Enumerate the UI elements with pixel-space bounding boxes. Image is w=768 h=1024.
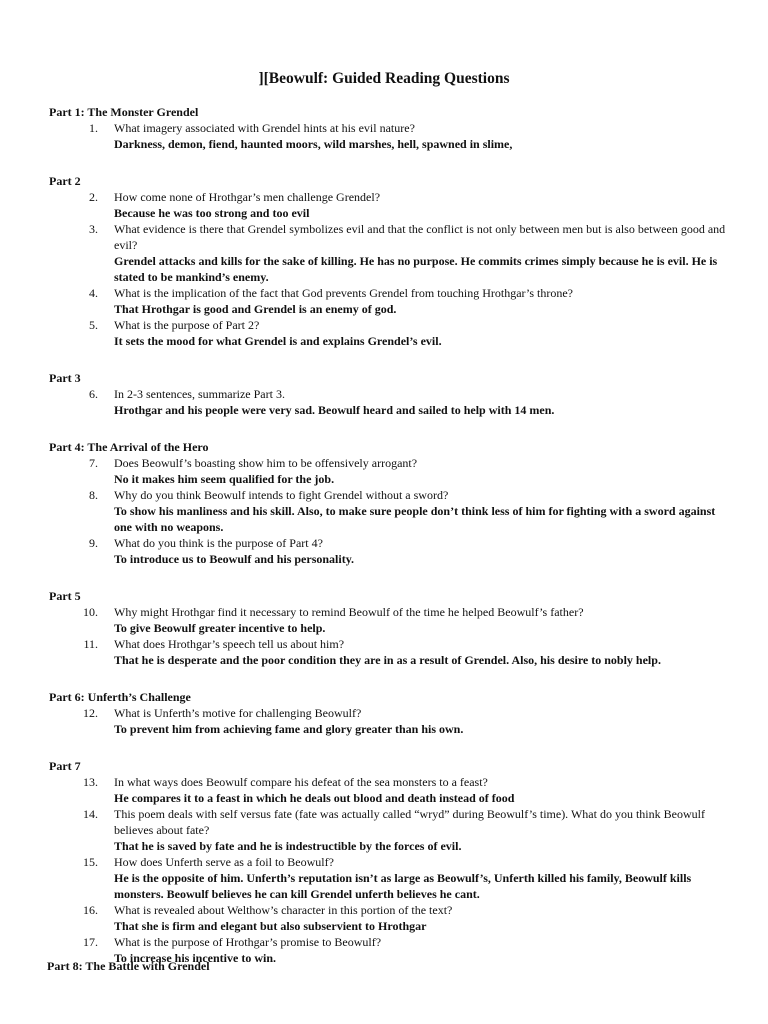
part-heading-8: Part 8: The Battle with Grendel [47, 959, 210, 973]
question-text: What is Unferth’s motive for challenging Beowulf? [114, 706, 362, 720]
question-number: 16. [83, 903, 98, 917]
question-number: 8. [89, 488, 98, 502]
question-text: In 2-3 sentences, summarize Part 3. [114, 387, 285, 401]
question-item [49, 386, 729, 418]
question-number: 1. [89, 121, 98, 135]
part-section [49, 758, 729, 966]
question-text: What is the implication of the fact that God prevents Grendel from touching Hrothgar’s throne? [114, 286, 573, 300]
answer-text: That Hrothgar is good and Grendel is an enemy of god. [114, 302, 397, 316]
part-heading: Part 6: Unferth’s Challenge [49, 690, 191, 704]
question-text: How does Unferth serve as a foil to Beowulf? [114, 855, 334, 869]
answer-text: Because he was too strong and too evil [114, 206, 310, 220]
question-item [49, 636, 729, 668]
document-title: ][Beowulf: Guided Reading Questions [258, 70, 510, 87]
question-item [49, 120, 729, 152]
answer-text: He is the opposite of him. Unferth’s reputation isn’t as large as Beowulf’s, Unferth killed his family, Beowulf kills monsters. Beowulf believes he can kill Grendel unferth believes he cant. [114, 871, 692, 901]
question-item [49, 487, 729, 535]
question-text: What is the purpose of Part 2? [114, 318, 260, 332]
question-item [49, 854, 729, 902]
part-heading: Part 5 [49, 589, 81, 603]
part-section [49, 370, 729, 418]
question-number: 7. [89, 456, 98, 470]
question-item [49, 455, 729, 487]
question-number: 10. [83, 605, 98, 619]
question-number: 6. [89, 387, 98, 401]
part-heading: Part 7 [49, 759, 81, 773]
answer-text: No it makes him seem qualified for the job. [114, 472, 335, 486]
question-number: 9. [89, 536, 98, 550]
question-item [49, 705, 729, 737]
part-section [49, 439, 729, 567]
question-text: What is the purpose of Hrothgar’s promise to Beowulf? [114, 935, 382, 949]
question-number: 2. [89, 190, 98, 204]
answer-text: That he is saved by fate and he is indestructible by the forces of evil. [114, 839, 462, 853]
question-item [49, 902, 729, 934]
question-item [49, 774, 729, 806]
question-text: What is revealed about Welthow’s character in this portion of the text? [114, 903, 453, 917]
question-text: Why might Hrothgar find it necessary to remind Beowulf of the time he helped Beowulf’s father? [114, 605, 584, 619]
question-number: 11. [83, 637, 98, 651]
question-text: What evidence is there that Grendel symbolizes evil and that the conflict is not only between men but is also between good and evil? [114, 222, 726, 252]
question-item [49, 535, 729, 567]
question-number: 5. [89, 318, 98, 332]
question-number: 14. [83, 807, 98, 821]
answer-text: To show his manliness and his skill. Also, to make sure people don’t think less of him for fighting with a sword against one with no weapons. [114, 504, 716, 534]
question-number: 4. [89, 286, 98, 300]
question-item [49, 317, 729, 349]
question-number: 12. [83, 706, 98, 720]
question-text: Does Beowulf’s boasting show him to be offensively arrogant? [114, 456, 418, 470]
question-text: What do you think is the purpose of Part 4? [114, 536, 323, 550]
answer-text: It sets the mood for what Grendel is and explains Grendel’s evil. [114, 334, 442, 348]
part-heading: Part 4: The Arrival of the Hero [49, 440, 209, 454]
question-text: What does Hrothgar’s speech tell us about him? [114, 637, 345, 651]
document-body [49, 104, 729, 987]
question-number: 13. [83, 775, 98, 789]
part-heading: Part 1: The Monster Grendel [49, 105, 199, 119]
question-text: How come none of Hrothgar’s men challenge Grendel? [114, 190, 381, 204]
answer-text: To prevent him from achieving fame and glory greater than his own. [114, 722, 464, 736]
part-heading: Part 2 [49, 174, 81, 188]
question-item [49, 806, 729, 854]
part-heading: Part 3 [49, 371, 81, 385]
answer-text: He compares it to a feast in which he deals out blood and death instead of food [114, 791, 515, 805]
question-text: Why do you think Beowulf intends to fight Grendel without a sword? [114, 488, 449, 502]
part-section [49, 588, 729, 668]
question-text: In what ways does Beowulf compare his defeat of the sea monsters to a feast? [114, 775, 488, 789]
question-text: This poem deals with self versus fate (fate was actually called “wryd” during Beowulf’s time). What do you think Beowulf believes about fate? [114, 807, 705, 837]
answer-text: Darkness, demon, fiend, haunted moors, wild marshes, hell, spawned in slime, [114, 137, 513, 151]
part-section [49, 173, 729, 349]
question-item [49, 604, 729, 636]
question-number: 3. [89, 222, 98, 236]
question-number: 17. [83, 935, 98, 949]
question-item [49, 285, 729, 317]
answer-text: Hrothgar and his people were very sad. Beowulf heard and sailed to help with 14 men. [114, 403, 555, 417]
part-section [49, 689, 729, 737]
answer-text: To increase his incentive to win. [114, 951, 277, 965]
answer-text: That he is desperate and the poor condition they are in as a result of Grendel. Also, his desire to nobly help. [114, 653, 661, 667]
question-item [49, 189, 729, 221]
answer-text: That she is firm and elegant but also subservient to Hrothgar [114, 919, 427, 933]
question-item [49, 221, 729, 285]
answer-text: To give Beowulf greater incentive to help. [114, 621, 326, 635]
question-number: 15. [83, 855, 98, 869]
answer-text: To introduce us to Beowulf and his personality. [114, 552, 355, 566]
answer-text: Grendel attacks and kills for the sake of killing. He has no purpose. He commits crimes simply because he is evil. He is stated to be mankind’s enemy. [114, 254, 718, 284]
question-text: What imagery associated with Grendel hints at his evil nature? [114, 121, 415, 135]
part-section [49, 104, 729, 152]
